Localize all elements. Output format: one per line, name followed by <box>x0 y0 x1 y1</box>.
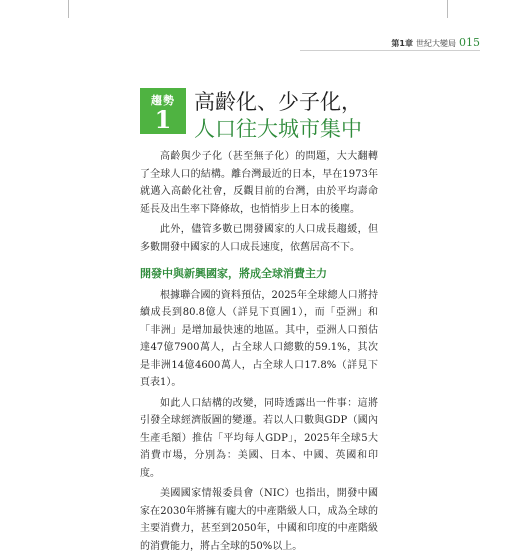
body-text <box>140 148 378 558</box>
section-paragraph-1: 根據聯合國的資料預估，2025年全球總人口將持續成長到80.8億人（詳見下頁圖1），而「亞洲」和「非洲」是增加最快速的地區。其中，亞洲人口預估達47億7900萬人，占全球人口總數的59.1%，其次是非洲14億4600萬人，占全球人口17.8%（詳見下頁表1）。 <box>140 289 378 388</box>
page-number: 015 <box>459 36 480 49</box>
intro-paragraph-2: 此外，儘管多數已開發國家的人口成長趨緩，但多數開發中國家的人口成長速度，依舊居高不下。 <box>140 224 378 253</box>
section-heading: 開發中與新興國家，將成全球消費主力 <box>140 267 327 280</box>
trend-title-line2: 人口往大城市集中 <box>194 117 362 141</box>
crop-mark-left <box>68 0 69 18</box>
crop-mark-right <box>447 0 448 18</box>
trend-badge-number: 1 <box>154 105 172 134</box>
section-paragraph-2: 如此人口結構的改變，同時透露出一件事：這將引發全球經濟版圖的變遷。若以人口數與GDP（國內生產毛額）推估「平均每人GDP」，2025年全球5大消費市場，分別為：美國、日本、中國、英國和印度。 <box>140 397 378 479</box>
header-rule <box>300 50 480 51</box>
chapter-label: 第1章 <box>391 39 413 48</box>
trend-title-line1: 高齡化、少子化， <box>194 90 362 114</box>
chapter-title: 世紀大變局 <box>416 39 456 48</box>
section-paragraph-3: 美國國家情報委員會（NIC）也指出，開發中國家在2030年將擁有龐大的中產階級人口，成為全球的主要消費力，甚至到2050年，中國和印度的中產階級的消費能力，將占全球的50%以上。 <box>140 488 378 552</box>
trend-badge-label: 趨勢 <box>151 94 175 107</box>
running-header <box>300 36 480 49</box>
intro-paragraph-1: 高齡與少子化（甚至無子化）的問題，大大翻轉了全球人口的結構。離台灣最近的日本，早在1973年就邁入高齡化社會，反觀目前的台灣，由於平均壽命延長及出生率下降條故，也悄悄步上日本的後塵。 <box>140 151 378 215</box>
trend-badge <box>140 88 186 134</box>
